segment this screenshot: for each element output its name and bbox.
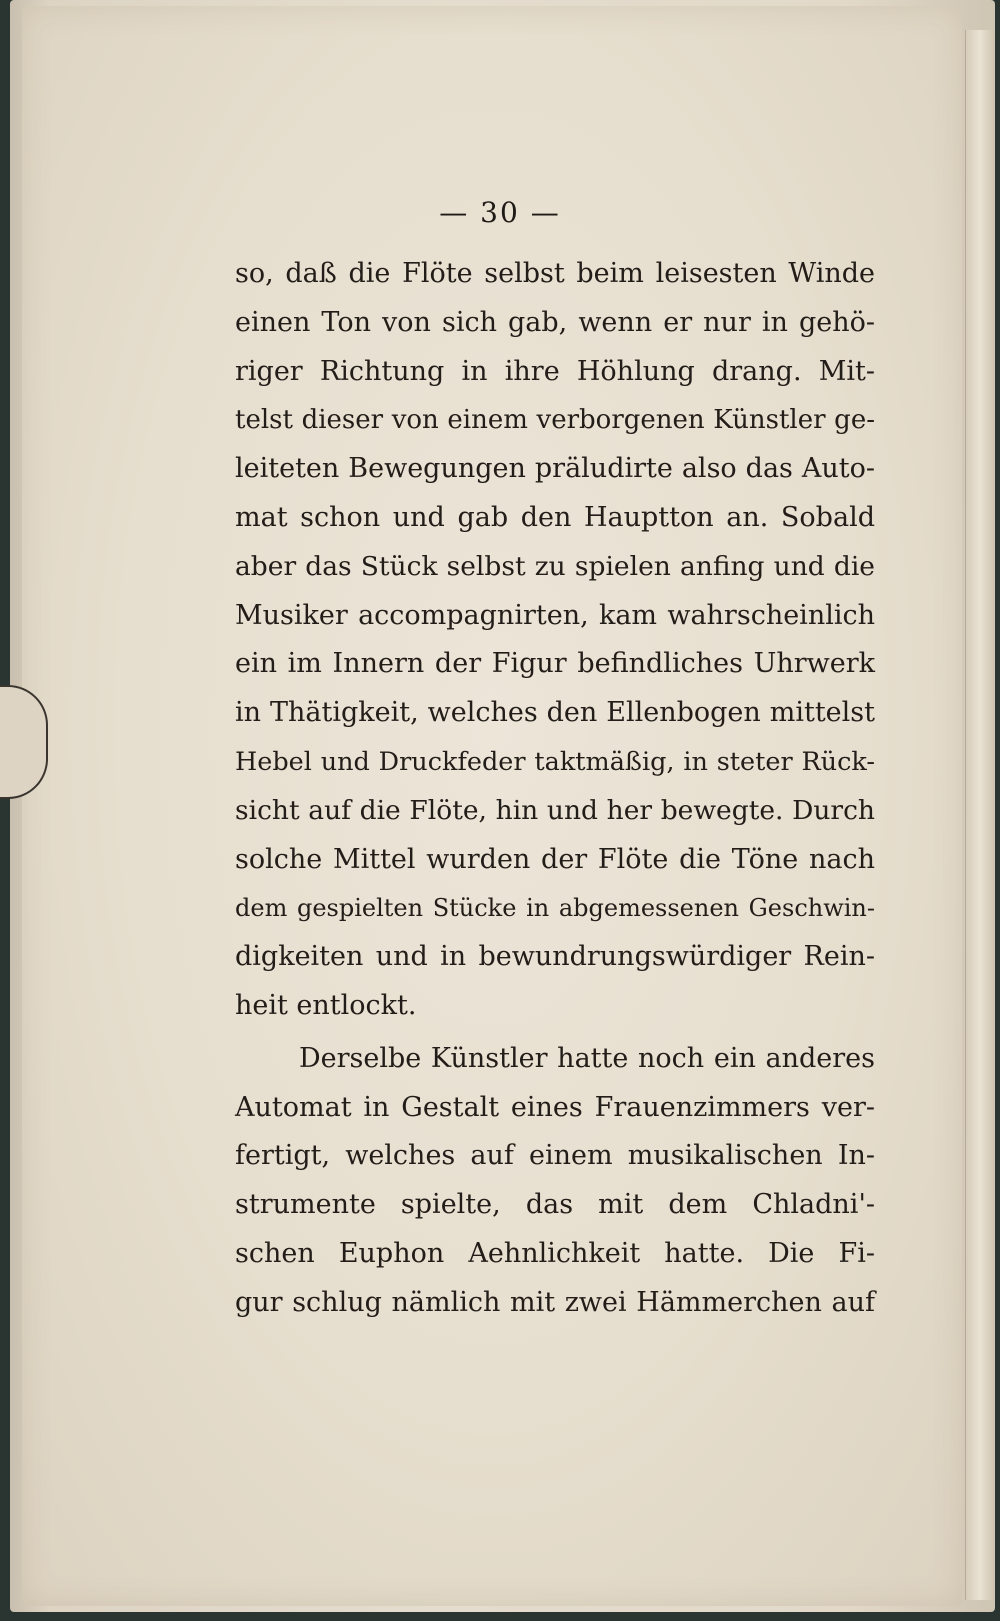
body-text <box>235 250 875 1328</box>
text-line: Musiker accompagnirten, kam wahrscheinlich <box>235 599 875 631</box>
text-line: sicht auf die Flöte, hin und her bewegte. Durch <box>235 794 875 826</box>
text-line: ein im Innern der Figur befindliches Uhrwerk <box>235 648 875 680</box>
text-line: gur schlug nämlich mit zwei Hämmerchen auf <box>235 1286 875 1318</box>
text-line: Hebel und Druckfeder taktmäßig, in steter Rück- <box>235 746 875 777</box>
paragraph-2 <box>235 1035 875 1328</box>
page-number: — 30 — <box>439 196 561 229</box>
text-line: Derselbe Künstler hatte noch ein anderes <box>299 1042 875 1074</box>
text-line: einen Ton von sich gab, wenn er nur in gehö- <box>235 306 875 338</box>
text-line: strumente spielte, das mit dem Chladni'- <box>235 1189 875 1221</box>
text-line: aber das Stück selbst zu spielen anfing und die <box>235 550 875 582</box>
text-line: so, daß die Flöte selbst beim leisesten Winde <box>235 258 875 289</box>
text-line: Automat in Gestalt eines Frauenzimmers ver- <box>235 1091 875 1123</box>
text-line: digkeiten und in bewundrungswürdiger Rein- <box>235 941 875 973</box>
text-line: in Thätigkeit, welches den Ellenbogen mittelst <box>235 697 875 729</box>
paragraph-1 <box>235 250 875 1031</box>
text-line: heit entlockt. <box>235 989 417 1021</box>
page-edge <box>965 30 994 1600</box>
text-line: schen Euphon Aehnlichkeit hatte. Die Fi- <box>235 1237 875 1269</box>
text-line: leiteten Bewegungen präludirte also das Auto- <box>235 453 875 485</box>
text-line: solche Mittel wurden der Flöte die Töne nach <box>235 843 875 875</box>
text-line: dem gespielten Stücke in abgemessenen Geschwin- <box>235 894 875 923</box>
text-line: telst dieser von einem verborgenen Künstler ge- <box>235 405 875 436</box>
text-line: riger Richtung in ihre Höhlung drang. Mit- <box>235 355 875 387</box>
text-line: mat schon und gab den Hauptton an. Sobald <box>235 501 875 533</box>
text-line: fertigt, welches auf einem musikalischen In- <box>235 1140 875 1172</box>
clip-tab <box>0 685 48 799</box>
